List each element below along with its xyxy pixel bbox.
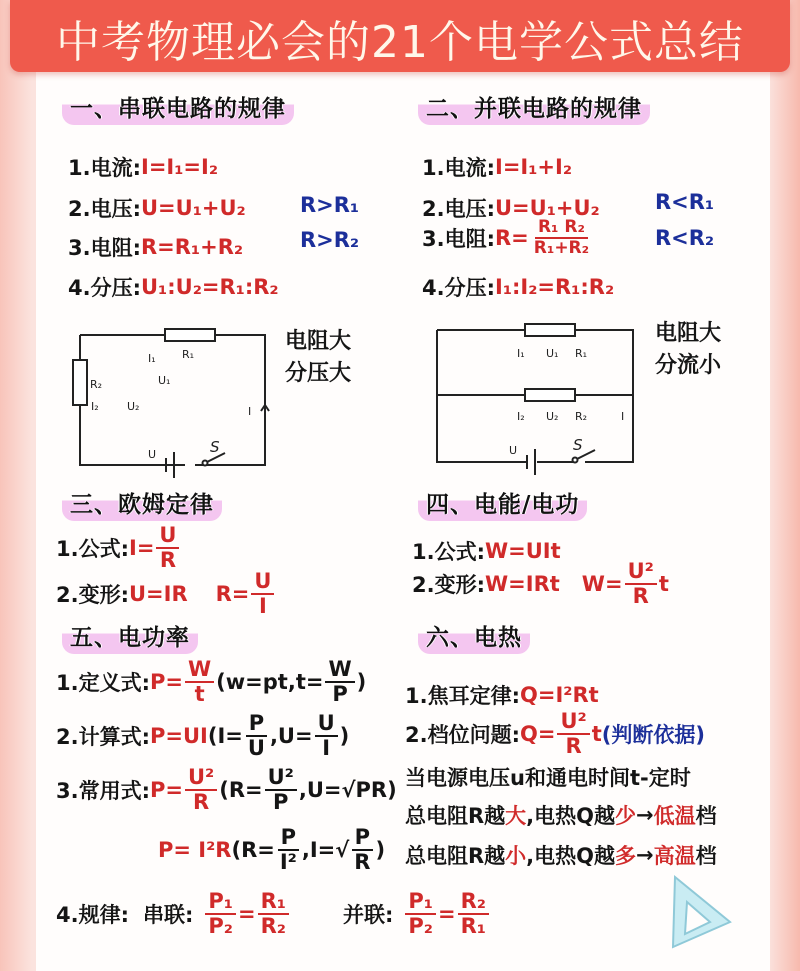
label-r2: R₂ [575, 410, 588, 423]
parallel-current [422, 152, 572, 182]
fraction [351, 826, 373, 874]
series-current [68, 152, 218, 182]
fraction [205, 890, 236, 938]
label: 2.变形: [412, 573, 485, 597]
numerator: R₂ [458, 890, 489, 915]
numerator: P₁ [205, 890, 236, 915]
ohm-formula [56, 524, 181, 572]
fraction [251, 570, 274, 618]
summary-line: 电阻大 [285, 329, 352, 354]
formula: t [591, 722, 602, 746]
title-bar [10, 0, 790, 72]
formula: R= [495, 226, 529, 250]
label-u2: U₂ [127, 400, 140, 413]
label: 1.焦耳定律: [405, 684, 520, 708]
formula: ) [339, 724, 350, 748]
label: 3.电阻: [68, 236, 141, 260]
fraction [531, 218, 592, 258]
formula: (R= [231, 838, 275, 862]
denominator: I [259, 594, 267, 618]
fraction [625, 560, 657, 608]
triangle-ruler-icon [665, 872, 735, 952]
section-heading-ohm: 三、欧姆定律 [62, 484, 222, 521]
numerator: P [246, 712, 267, 737]
label-i1: I₁ [148, 352, 156, 365]
label-i: I [248, 405, 252, 418]
formula: Q= [520, 722, 556, 746]
denominator: R [565, 734, 582, 758]
text: 少 [615, 804, 637, 828]
section-heading-heat: 六、电热 [418, 617, 530, 654]
formula: I₁:I₂=R₁:R₂ [495, 275, 615, 299]
power-calculation [56, 712, 349, 760]
label: 3.常用式: [56, 779, 150, 803]
label: 4.规律: [56, 903, 129, 927]
formula: U=IR [129, 582, 188, 606]
label: 2.电压: [68, 197, 141, 221]
text: ,电热Q越 [526, 844, 616, 868]
label: 4.分压: [68, 276, 141, 300]
label-u1: U₁ [546, 347, 559, 360]
formula: I= [129, 536, 155, 560]
label: 1.公式: [56, 537, 129, 561]
parallel-divider [422, 272, 614, 302]
parallel-resistance [422, 218, 594, 258]
numerator: U [156, 524, 179, 549]
parallel-note-2: R<R₂ [655, 226, 715, 250]
numerator: U² [557, 710, 589, 735]
label: 2.档位问题: [405, 723, 520, 747]
numerator: U² [265, 766, 297, 791]
numerator: P₁ [405, 890, 436, 915]
label: 4.分压: [422, 276, 495, 300]
denominator: R [193, 790, 210, 814]
formula: (R= [219, 778, 263, 802]
fraction [315, 712, 338, 760]
fraction [258, 890, 289, 938]
parallel-note-1: R<R₁ [655, 190, 715, 214]
series-note-1: R>R₁ [300, 193, 360, 217]
label: 2.变形: [56, 583, 129, 607]
denominator: R₁+R₂ [533, 238, 590, 258]
summary-line: 分流小 [655, 353, 722, 378]
formula: Q=I²Rt [520, 683, 599, 707]
series-divider [68, 272, 279, 302]
formula: (I= [207, 724, 243, 748]
condition-text: 当电源电压u和通电时间t-定时 [405, 766, 691, 790]
series-resistance [68, 232, 243, 262]
denominator: R [159, 548, 177, 572]
formula: ) [356, 670, 367, 694]
formula: I=I₁=I₂ [141, 155, 219, 179]
fraction [325, 658, 354, 706]
text: 档 [695, 844, 717, 868]
formula: ,U=√PR) [298, 778, 397, 802]
label: 1.电流: [422, 156, 495, 180]
low-temp-rule [405, 800, 717, 830]
label-i1: I₁ [517, 347, 525, 360]
formula: t [658, 572, 669, 596]
numerator: W [325, 658, 354, 683]
label: 2.计算式: [56, 725, 150, 749]
text: 多 [615, 844, 637, 868]
label: 3.电阻: [422, 227, 495, 251]
arrow-icon: → [636, 843, 654, 867]
formula: ) [375, 838, 386, 862]
fraction [185, 766, 217, 814]
ohm-variants [56, 570, 276, 618]
label-i2: I₂ [517, 410, 525, 423]
section-heading-work: 四、电能/电功 [418, 484, 587, 521]
numerator: U² [625, 560, 657, 585]
power-definition [56, 658, 366, 706]
fraction [458, 890, 489, 938]
label: 2.电压: [422, 197, 495, 221]
section-heading-power: 五、电功率 [62, 617, 198, 654]
formula: I=I₁+I₂ [495, 155, 573, 179]
formula: = [238, 902, 256, 926]
formula: P= [150, 670, 183, 694]
formula: W=UIt [485, 539, 561, 563]
denominator: R [632, 584, 649, 608]
text: 总电阻R越 [405, 844, 506, 868]
numerator: P [352, 826, 373, 851]
formula: = [437, 902, 456, 926]
gear-problem [405, 710, 705, 758]
formula: U₁:U₂=R₁:R₂ [141, 275, 279, 299]
denominator: P [273, 790, 289, 814]
label-switch: S [210, 438, 220, 456]
high-temp-rule [405, 840, 717, 870]
text: 低温 [653, 804, 696, 828]
label: 并联: [342, 903, 394, 927]
section-heading-parallel: 二、并联电路的规律 [418, 88, 650, 125]
fraction [277, 826, 300, 874]
fraction [245, 712, 268, 760]
denominator: R₂ [260, 914, 286, 938]
formula: W=IRt [485, 572, 560, 596]
label: 串联: [143, 903, 194, 927]
series-voltage [68, 193, 246, 223]
text: 档 [695, 804, 717, 828]
text: 高温 [653, 844, 696, 868]
label-r2: R₂ [90, 378, 103, 391]
fraction [185, 658, 214, 706]
text: ,电热Q越 [526, 804, 616, 828]
label-u2: U₂ [546, 410, 559, 423]
work-variants [412, 560, 669, 608]
denominator: R [354, 850, 371, 874]
series-note-2: R>R₂ [300, 228, 360, 252]
section-heading-series: 一、串联电路的规律 [62, 88, 294, 125]
label-i: I [621, 410, 625, 423]
label-u1: U₁ [158, 374, 171, 387]
formula-note: (判断依据) [601, 723, 705, 747]
numerator: R₁ [258, 890, 289, 915]
denominator: I [322, 736, 331, 760]
formula: W= [581, 572, 623, 596]
formula: ,U= [269, 724, 313, 748]
series-summary [285, 326, 351, 390]
denominator: P₂ [208, 914, 233, 938]
denominator: P₂ [408, 914, 433, 938]
fraction [405, 890, 436, 938]
power-common [56, 766, 397, 814]
numerator: P [278, 826, 299, 851]
parallel-summary [655, 318, 721, 382]
formula: R=R₁+R₂ [141, 235, 244, 259]
fraction [557, 710, 589, 758]
numerator: U² [185, 766, 217, 791]
series-circuit-diagram [60, 320, 280, 480]
text: 小 [505, 844, 527, 868]
text: 总电阻R越 [405, 804, 506, 828]
formula: U=U₁+U₂ [141, 196, 246, 220]
label-i2: I₂ [91, 400, 99, 413]
denominator: t [194, 682, 205, 706]
label-u: U [509, 444, 518, 457]
denominator: I² [279, 850, 297, 874]
formula: (w=pt,t= [216, 670, 324, 694]
denominator: R₁ [460, 914, 486, 938]
summary-line: 电阻大 [655, 321, 722, 346]
numerator: R₁ R₂ [535, 218, 588, 239]
label-switch: S [573, 436, 583, 454]
summary-line: 分压大 [285, 361, 352, 386]
formula: P=UI [150, 724, 208, 748]
label-u: U [148, 448, 157, 461]
formula: U=U₁+U₂ [495, 196, 600, 220]
label: 1.定义式: [56, 671, 150, 695]
joule-law [405, 680, 599, 710]
formula: R= [215, 582, 250, 606]
numerator: U [251, 570, 274, 595]
formula: P= [150, 778, 183, 802]
label-r1: R₁ [575, 347, 588, 360]
parallel-circuit-diagram [425, 320, 645, 480]
denominator: P [332, 682, 348, 706]
formula: ,I=√ [301, 838, 350, 862]
label: 1.公式: [412, 540, 485, 564]
arrow-icon: → [636, 803, 654, 827]
fraction [156, 524, 179, 572]
text: 大 [505, 804, 527, 828]
fraction [265, 766, 297, 814]
numerator: W [185, 658, 214, 683]
denominator: U [247, 736, 265, 760]
label-r1: R₁ [182, 348, 195, 361]
formula: P= I²R [158, 838, 232, 862]
page-title: 中考物理必会的21个电学公式总结 [56, 17, 744, 68]
label: 1.电流: [68, 156, 141, 180]
power-common-2 [158, 826, 385, 874]
power-rules [56, 890, 491, 938]
numerator: U [315, 712, 338, 737]
